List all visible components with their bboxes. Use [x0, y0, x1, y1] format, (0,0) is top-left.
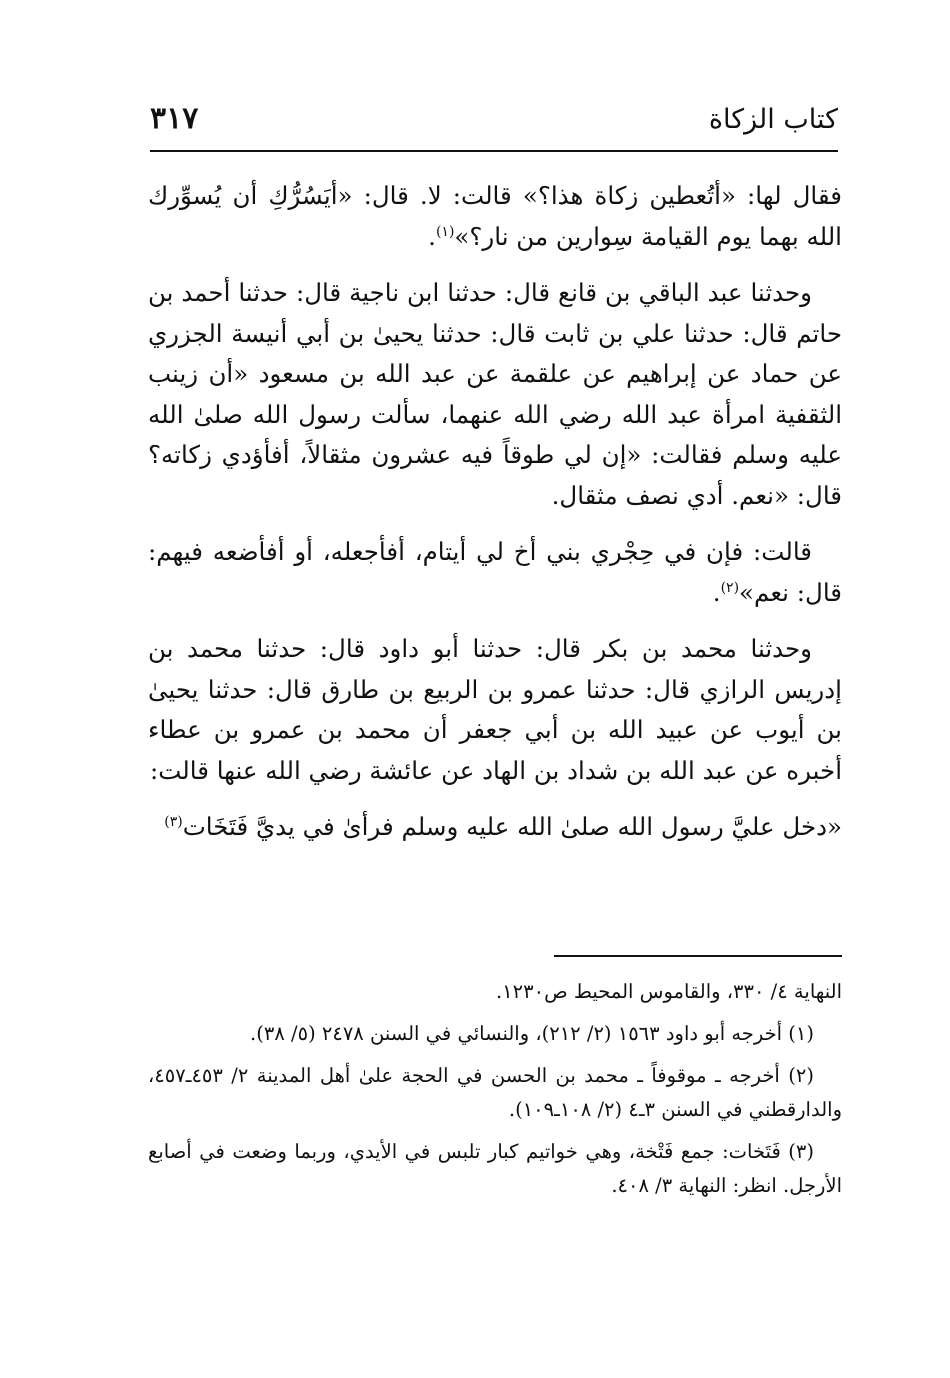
paragraph	[148, 807, 842, 848]
paragraph-text: فقال لها: «أتُعطين زكاة هذا؟» قالت: لا. قال: «أيَسُرُّكِ أن يُسوِّرك الله بهما يوم القيامة سِوارين من نار؟»	[148, 181, 842, 251]
footnotes	[148, 975, 842, 1211]
footnote-separator	[554, 955, 842, 957]
page-number: ٣١٧	[150, 101, 199, 136]
paragraph-text: «دخل عليَّ رسول الله صلىٰ الله عليه وسلم فرأىٰ في يديَّ فَتَخَات	[182, 812, 842, 841]
footnote-3: (٣) فَتَخات: جمع فَتْخة، وهي خواتيم كبار تلبس في الأيدي، وربما وضعت في أصابع الأرجل. انظر: النهاية ٣/ ٤٠٨.	[148, 1140, 842, 1197]
header-rule	[150, 150, 838, 152]
footnote-1: (١) أخرجه أبو داود ١٥٦٣ (٢/ ٢١٢)، والنسائي في السنن ٢٤٧٨ (٥/ ٣٨).	[250, 1022, 814, 1045]
footnote-marker: (٣)	[164, 813, 183, 830]
paragraph-end: .	[428, 221, 436, 251]
footnote-continuation: النهاية ٤/ ٣٣٠، والقاموس المحيط ص١٢٣٠.	[495, 980, 842, 1003]
main-text	[148, 176, 842, 848]
footnote-marker: (١)	[435, 223, 455, 240]
paragraph-text: وحدثنا محمد بن بكر قال: حدثنا أبو داود قال: حدثنا محمد بن إدريس الرازي قال: حدثنا عمرو بن الربيع بن طارق قال: حدثنا يحيىٰ بن أيوب عن عبيد الله بن أبي جعفر أن محمد بن عمرو بن عطاء أخبره عن عبد الله بن شداد بن الهاد عن عائشة رضي الله عنها قالت:	[148, 634, 842, 785]
paragraph-text: قالت: فإن في حِجْري بني أخ لي أيتام، أفأجعله، أو أفأضعه فيهم: قال: نعم»	[148, 537, 842, 607]
paragraph	[148, 176, 842, 257]
paragraph	[148, 273, 842, 516]
paragraph-text: وحدثنا عبد الباقي بن قانع قال: حدثنا ابن ناجية قال: حدثنا أحمد بن حاتم قال: حدثنا علي بن ثابت قال: حدثنا يحيىٰ بن أبي أنيسة الجزري عن حماد عن إبراهيم عن علقمة عن عبد الله بن مسعود «أن زينب الثقفية امرأة عبد الله رضي الله عنهما، سألت رسول الله صلىٰ الله عليه وسلم فقالت: «إن لي طوقاً فيه عشرون مثقالاً، أفأؤدي زكاته؟ قال: «نعم. أدي نصف مثقال.	[148, 278, 842, 510]
footnote-marker: (٢)	[720, 579, 740, 596]
paragraph-end: .	[712, 577, 721, 607]
running-title: كتاب الزكاة	[708, 104, 838, 135]
page-header	[150, 96, 838, 146]
footnote-2: (٢) أخرجه ـ موقوفاً ـ محمد بن الحسن في الحجة علىٰ أهل المدينة ٢/ ٤٥٣ـ٤٥٧، والدارقطني في السنن ٣ـ٤ (٢/ ١٠٨ـ١٠٩).	[148, 1064, 842, 1121]
paragraph	[148, 629, 842, 791]
paragraph	[148, 532, 842, 613]
